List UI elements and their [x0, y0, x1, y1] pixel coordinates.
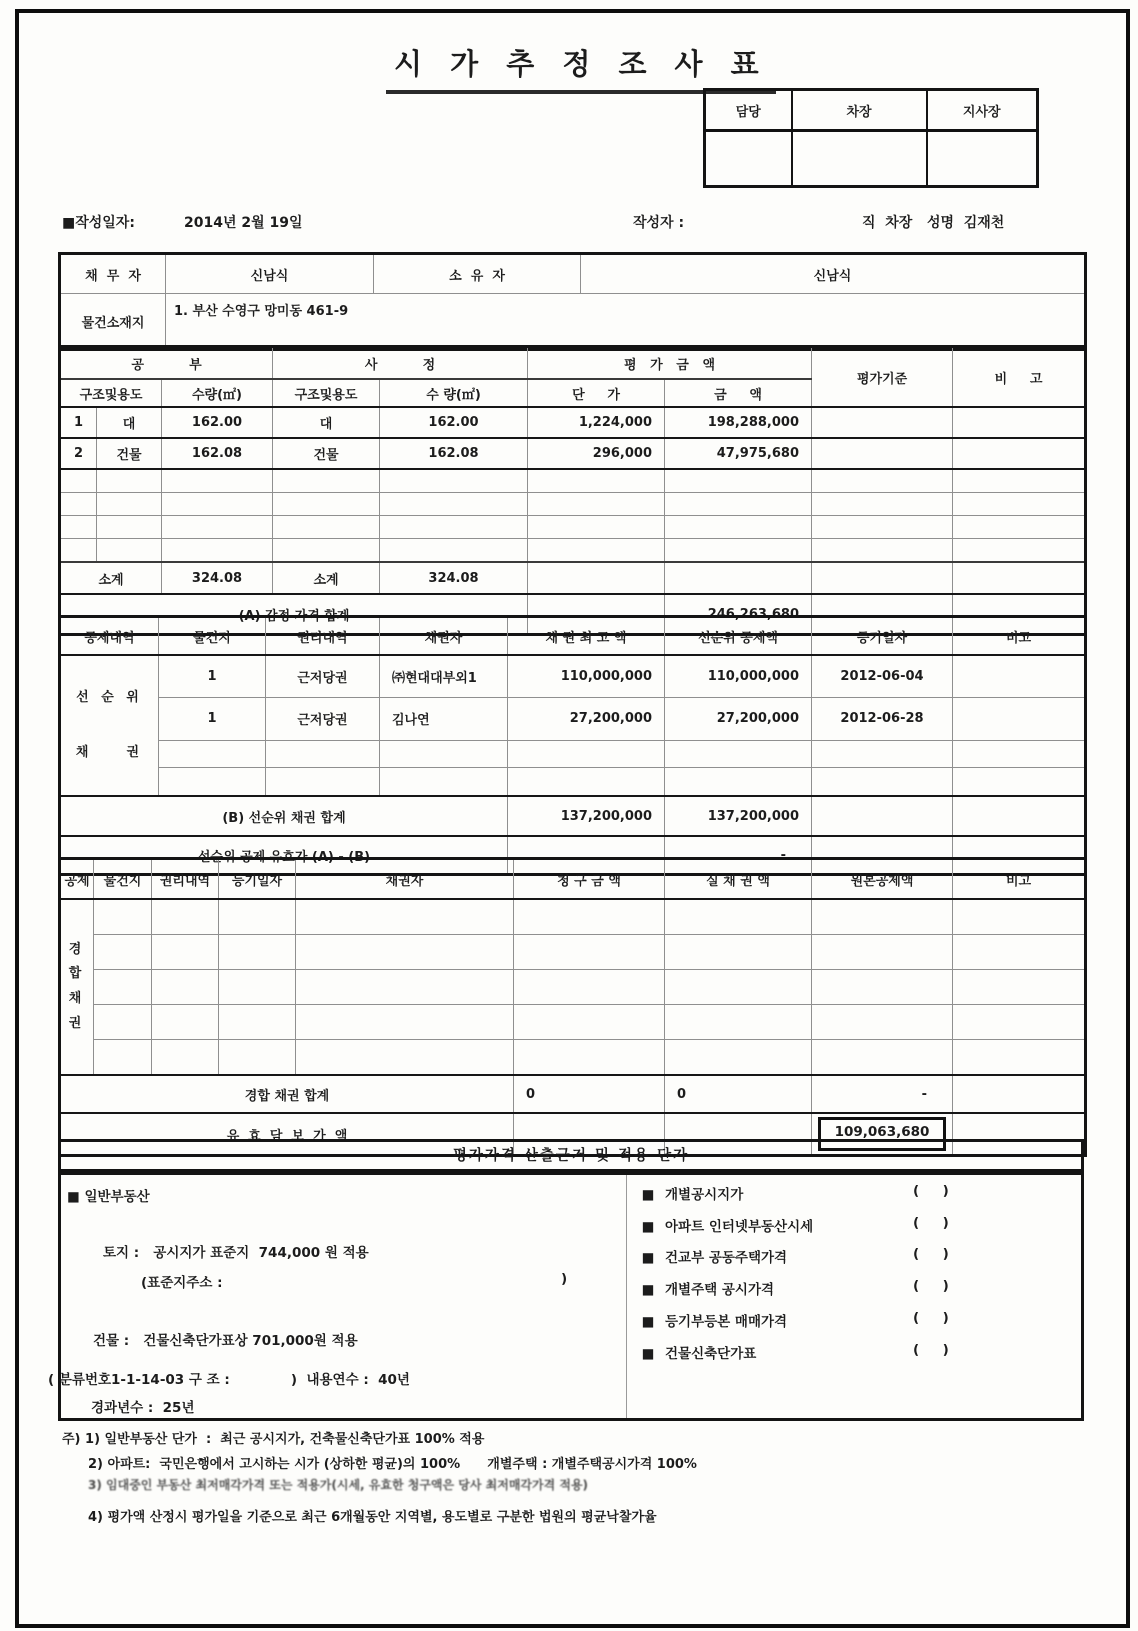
- empty-cell: [665, 768, 812, 796]
- checklist-paren: ( ): [913, 1310, 949, 1326]
- effective-value-label: 선순위 공제 유효가 (A) - (B): [60, 836, 508, 875]
- empty-cell: [528, 562, 665, 594]
- row-qty-2: 162.00: [380, 407, 528, 438]
- group-label-line2: 채권: [68, 991, 86, 1031]
- row-no: 2: [60, 438, 97, 469]
- empty-cell: [953, 768, 1086, 796]
- lien-creditor: ㈜현대대부외1: [380, 655, 508, 698]
- appraisal-table: [58, 345, 1087, 636]
- empty-cell: [812, 768, 953, 796]
- empty-cell: [94, 935, 152, 970]
- empty-cell: [953, 1040, 1086, 1076]
- building-class-line: ( 분류번호1-1-14-03 구 조 : ) 내용연수 : 40년: [48, 1372, 410, 1388]
- total-a-label: (A) 감정 가격 합계: [60, 594, 528, 635]
- empty-cell: [665, 1040, 812, 1076]
- empty-cell: [152, 1040, 219, 1076]
- subtotal-label-1: 소계: [60, 562, 162, 594]
- header-quantity-1: 수량(㎡): [162, 379, 273, 407]
- competing-header-row: [60, 859, 1086, 900]
- header-senior-deduction: 선순위 공제액: [665, 617, 812, 656]
- empty-cell: [514, 970, 665, 1005]
- empty-cell: [528, 469, 665, 493]
- header-deduction-category: 공제내역: [60, 617, 159, 656]
- empty-cell: [296, 935, 514, 970]
- empty-cell: [60, 493, 97, 516]
- empty-row: [60, 1005, 1086, 1040]
- lien-property: 1: [159, 698, 266, 740]
- empty-cell: [162, 493, 273, 516]
- competing-group-label: [60, 899, 94, 1075]
- group-label-line1: 경합: [68, 941, 86, 982]
- lien-max-claim: 110,000,000: [508, 655, 665, 698]
- empty-cell: [380, 539, 528, 563]
- empty-row: [60, 970, 1086, 1005]
- lien-right-type: 근저당권: [266, 698, 380, 740]
- header-creditor: 채권자: [296, 859, 514, 900]
- lien-header-row: [60, 617, 1086, 656]
- written-date-value: 2014년 2월 19일: [184, 215, 303, 231]
- empty-cell: [812, 935, 953, 970]
- signature-cell: [705, 131, 792, 187]
- header-claim-amount: 청 구 금 액: [514, 859, 665, 900]
- empty-cell: [812, 516, 953, 539]
- header-public-record: 공 부: [60, 347, 273, 380]
- empty-cell: [812, 740, 953, 768]
- square-bullet-icon: ■: [67, 1189, 80, 1205]
- total-b-label: (B) 선순위 채권 합계: [60, 796, 508, 836]
- empty-cell: [296, 1040, 514, 1076]
- empty-cell: [665, 740, 812, 768]
- checkbox-icon: ■: [641, 1346, 655, 1362]
- empty-cell: [60, 539, 97, 563]
- header-max-claim: 채 권 최 고 액: [508, 617, 665, 656]
- effective-value: -: [665, 836, 812, 875]
- empty-cell: [97, 516, 162, 539]
- total-a-amount: 246,263,680: [665, 594, 812, 635]
- empty-cell: [273, 539, 380, 563]
- footnote-1: 주) 1) 일반부동산 단가 : 최근 공시지가, 건축물신축단가표 100% 적용: [62, 1432, 485, 1447]
- owner-label: 소 유 자: [374, 254, 581, 294]
- secured-value-label: 유 효 담 보 가 액: [60, 1113, 514, 1156]
- empty-cell: [219, 935, 296, 970]
- empty-cell: [219, 970, 296, 1005]
- empty-cell: [152, 935, 219, 970]
- building-basis-line: 건물 : 건물신축단가표상 701,000원 적용: [93, 1333, 358, 1349]
- location-row: [60, 294, 1086, 350]
- land-address-open: (표준지주소 :: [141, 1275, 223, 1291]
- checklist-paren: ( ): [913, 1278, 949, 1294]
- row-use-2: 건물: [273, 438, 380, 469]
- checklist-label: 개별공시지가: [665, 1187, 744, 1203]
- subtotal-label-2: 소계: [273, 562, 380, 594]
- empty-cell: [953, 469, 1086, 493]
- checklist-paren: ( ): [913, 1342, 949, 1358]
- empty-cell: [162, 539, 273, 563]
- empty-cell: [514, 1005, 665, 1040]
- lien-creditor: 김나연: [380, 698, 508, 740]
- empty-cell: [812, 1040, 953, 1076]
- empty-cell: [665, 539, 812, 563]
- empty-cell: [219, 1005, 296, 1040]
- empty-cell: [812, 796, 953, 836]
- row-unit-price: 296,000: [528, 438, 665, 469]
- subtotal-qty-1: 324.08: [162, 562, 273, 594]
- empty-cell: [380, 740, 508, 768]
- header-registry-date: 등기일자: [219, 859, 296, 900]
- row-note: [953, 438, 1086, 469]
- land-basis-line: 토지 : 공시지가 표준지 744,000 원 적용: [103, 1245, 369, 1261]
- parties-table: [58, 252, 1087, 351]
- empty-cell: [812, 539, 953, 563]
- header-note: 비 고: [953, 347, 1086, 408]
- checklist-label: 건물신축단가표: [665, 1346, 757, 1362]
- approval-col-chajang: 차장: [792, 90, 927, 131]
- checklist-label: 개별주택 공시가격: [665, 1282, 775, 1298]
- empty-cell: [514, 899, 665, 935]
- header-unit-price: 단 가: [528, 379, 665, 407]
- empty-row: [60, 469, 1086, 493]
- category-general-property: [67, 1185, 150, 1205]
- empty-cell: [380, 516, 528, 539]
- empty-cell: [953, 1075, 1086, 1113]
- empty-cell: [152, 899, 219, 935]
- empty-cell: [162, 469, 273, 493]
- empty-cell: [219, 899, 296, 935]
- header-structure-use-1: 구조및용도: [60, 379, 162, 407]
- empty-cell: [508, 740, 665, 768]
- header-creditor: 채권자: [380, 617, 508, 656]
- lien-senior-deduction: 110,000,000: [665, 655, 812, 698]
- empty-cell: [953, 796, 1086, 836]
- empty-cell: [528, 516, 665, 539]
- empty-cell: [273, 493, 380, 516]
- empty-cell: [380, 493, 528, 516]
- subtotal-qty-2: 324.08: [380, 562, 528, 594]
- row-note: [953, 407, 1086, 438]
- empty-cell: [812, 899, 953, 935]
- appraisal-header-row-1: [60, 347, 1086, 380]
- competing-claims-table: [58, 857, 1087, 1157]
- empty-row: [60, 539, 1086, 563]
- checkbox-icon: ■: [641, 1250, 655, 1266]
- written-date-line: [62, 212, 135, 232]
- debtor-name: 신남식: [166, 254, 374, 294]
- empty-cell: [514, 935, 665, 970]
- row-basis: [812, 407, 953, 438]
- valuation-basis-title: 평가가격 산출근거 및 적용 단가: [58, 1139, 1084, 1172]
- checkbox-icon: ■: [641, 1187, 655, 1203]
- row-no: 1: [60, 407, 97, 438]
- empty-row: [60, 493, 1086, 516]
- empty-cell: [953, 562, 1086, 594]
- empty-cell: [953, 935, 1086, 970]
- competing-total-label: 경합 채권 합계: [60, 1075, 514, 1113]
- empty-cell: [94, 1040, 152, 1076]
- lien-max-claim: 27,200,000: [508, 698, 665, 740]
- footnote-4: 4) 평가액 산정시 평가일을 기준으로 최근 6개월동안 지역별, 용도별로 구분한 법원의 평균낙찰가율: [88, 1510, 657, 1525]
- location-label: 물건소재지: [60, 294, 166, 350]
- land-address-close: ): [561, 1271, 568, 1287]
- header-property: 물건지: [94, 859, 152, 900]
- empty-cell: [812, 970, 953, 1005]
- page-title: 시 가 추 정 조 사 표: [386, 42, 776, 94]
- senior-lien-table: [58, 615, 1087, 876]
- empty-cell: [296, 1005, 514, 1040]
- lien-note: [953, 655, 1086, 698]
- checklist-item: [641, 1278, 1071, 1300]
- footnote-3: 3) 임대중인 부동산 최저매각가격 또는 적용가(시세, 유효한 청구액은 당사 최저매각가격 적용): [88, 1478, 589, 1492]
- empty-cell: [152, 1005, 219, 1040]
- header-deduction: 공제: [60, 859, 94, 900]
- lien-row-2: [60, 698, 1086, 740]
- competing-total-row: [60, 1075, 1086, 1113]
- author-value: 직 차장 성명 김재천: [862, 215, 1005, 231]
- empty-cell: [812, 1005, 953, 1040]
- row-qty-1: 162.08: [162, 438, 273, 469]
- competing-total-claim: 0: [514, 1075, 665, 1113]
- approval-col-damdang: 담당: [705, 90, 792, 131]
- header-registry-date: 등기일자: [812, 617, 953, 656]
- empty-cell: [162, 516, 273, 539]
- lien-row-1: [60, 655, 1086, 698]
- empty-cell: [812, 562, 953, 594]
- empty-cell: [266, 740, 380, 768]
- checkbox-icon: ■: [641, 1314, 655, 1330]
- empty-cell: [953, 970, 1086, 1005]
- header-right-type: 권리내역: [152, 859, 219, 900]
- signature-cell: [927, 131, 1038, 187]
- signature-cell: [792, 131, 927, 187]
- lien-note: [953, 698, 1086, 740]
- empty-cell: [296, 899, 514, 935]
- row-basis: [812, 438, 953, 469]
- header-property: 물건지: [159, 617, 266, 656]
- lien-right-type: 근저당권: [266, 655, 380, 698]
- senior-lien-group-label: [60, 655, 159, 796]
- lien-registry-date: 2012-06-28: [812, 698, 953, 740]
- header-appraised-amount: 평 가 금 액: [528, 347, 812, 380]
- row-use-1: 대: [97, 407, 162, 438]
- header-assessment: 사 정: [273, 347, 528, 380]
- total-b-max: 137,200,000: [508, 796, 665, 836]
- approval-header-row: [705, 90, 1038, 131]
- empty-cell: [953, 899, 1086, 935]
- competing-total-actual: 0: [665, 1075, 812, 1113]
- empty-cell: [94, 1005, 152, 1040]
- owner-name: 신남식: [581, 254, 1086, 294]
- empty-cell: [159, 768, 266, 796]
- author-label: 작성자 :: [633, 215, 685, 231]
- row-qty-2: 162.08: [380, 438, 528, 469]
- empty-row: [60, 740, 1086, 768]
- row-use-1: 건물: [97, 438, 162, 469]
- debtor-owner-row: [60, 254, 1086, 294]
- empty-cell: [219, 1040, 296, 1076]
- header-note: 비고: [953, 617, 1086, 656]
- approval-signature-row: [705, 131, 1038, 187]
- empty-cell: [94, 899, 152, 935]
- empty-cell: [953, 1005, 1086, 1040]
- empty-cell: [266, 768, 380, 796]
- empty-cell: [273, 516, 380, 539]
- lien-total-b-row: [60, 796, 1086, 836]
- empty-cell: [665, 970, 812, 1005]
- checkbox-icon: ■: [641, 1219, 655, 1235]
- appraisal-row-1: [60, 407, 1086, 438]
- empty-cell: [97, 539, 162, 563]
- empty-cell: [665, 562, 812, 594]
- building-age-line: 경과년수 : 25년: [91, 1400, 195, 1416]
- header-structure-use-2: 구조및용도: [273, 379, 380, 407]
- empty-cell: [812, 493, 953, 516]
- empty-cell: [152, 970, 219, 1005]
- header-note: 비고: [953, 859, 1086, 900]
- location-value: 1. 부산 수영구 망미동 461-9: [166, 294, 1086, 350]
- empty-cell: [953, 539, 1086, 563]
- empty-row: [60, 935, 1086, 970]
- debtor-label: 채 무 자: [60, 254, 166, 294]
- row-unit-price: 1,224,000: [528, 407, 665, 438]
- checklist-item: [641, 1342, 1071, 1364]
- header-amount: 금 액: [665, 379, 812, 407]
- empty-cell: [273, 469, 380, 493]
- empty-row: [60, 768, 1086, 796]
- checkbox-icon: ■: [641, 1282, 655, 1298]
- empty-row: [60, 899, 1086, 935]
- checklist-label: 아파트 인터넷부동산시세: [665, 1219, 814, 1235]
- lien-registry-date: 2012-06-04: [812, 655, 953, 698]
- empty-cell: [665, 516, 812, 539]
- checklist-item: [641, 1183, 1071, 1205]
- empty-cell: [97, 469, 162, 493]
- empty-cell: [97, 493, 162, 516]
- category-label: 일반부동산: [84, 1189, 150, 1205]
- price-source-checklist: [627, 1175, 1084, 1418]
- header-principal-deduction: 원본공제액: [812, 859, 953, 900]
- checklist-label: 건교부 공동주택가격: [665, 1250, 788, 1266]
- checklist-paren: ( ): [913, 1246, 949, 1262]
- empty-cell: [94, 970, 152, 1005]
- empty-cell: [159, 740, 266, 768]
- empty-cell: [665, 899, 812, 935]
- row-amount: 198,288,000: [665, 407, 812, 438]
- empty-cell: [514, 1040, 665, 1076]
- approval-col-jisajang: 지사장: [927, 90, 1038, 131]
- empty-cell: [665, 935, 812, 970]
- empty-cell: [380, 768, 508, 796]
- competing-total-principal: -: [812, 1075, 953, 1113]
- checklist-label: 등기부등본 매매가격: [665, 1314, 788, 1330]
- header-right-type: 권리내역: [266, 617, 380, 656]
- empty-cell: [953, 516, 1086, 539]
- empty-cell: [665, 469, 812, 493]
- checklist-item: [641, 1215, 1071, 1237]
- empty-cell: [812, 469, 953, 493]
- square-bullet-icon: ■: [62, 215, 76, 231]
- empty-cell: [508, 768, 665, 796]
- empty-cell: [296, 970, 514, 1005]
- empty-cell: [665, 493, 812, 516]
- lien-senior-deduction: 27,200,000: [665, 698, 812, 740]
- empty-cell: [528, 493, 665, 516]
- header-quantity-2: 수 량(㎡): [380, 379, 528, 407]
- row-amount: 47,975,680: [665, 438, 812, 469]
- checklist-item: [641, 1310, 1071, 1332]
- approval-table: [703, 88, 1039, 188]
- checklist-paren: ( ): [913, 1215, 949, 1231]
- row-use-2: 대: [273, 407, 380, 438]
- empty-cell: [60, 469, 97, 493]
- checklist-item: [641, 1246, 1071, 1268]
- checklist-paren: ( ): [913, 1183, 949, 1199]
- empty-cell: [953, 740, 1086, 768]
- empty-cell: [953, 493, 1086, 516]
- appraisal-row-2: [60, 438, 1086, 469]
- empty-row: [60, 1040, 1086, 1076]
- empty-cell: [528, 539, 665, 563]
- total-b-senior: 137,200,000: [665, 796, 812, 836]
- header-appraisal-basis: 평가기준: [812, 347, 953, 408]
- footnote-2: 2) 아파트: 국민은행에서 고시하는 시가 (상하한 평균)의 100% 개별주택 : 개별주택공시가격 100%: [88, 1457, 697, 1472]
- secured-value: 109,063,680: [818, 1117, 946, 1151]
- lien-property: 1: [159, 655, 266, 698]
- row-qty-1: 162.00: [162, 407, 273, 438]
- valuation-basis-box: [48, 1172, 1084, 1421]
- group-label-line1: 선 순 위: [76, 690, 143, 705]
- empty-cell: [60, 516, 97, 539]
- appraisal-subtotal-row: [60, 562, 1086, 594]
- group-label-line2: 채 권: [75, 744, 144, 760]
- header-actual-claim: 실 채 권 액: [665, 859, 812, 900]
- empty-cell: [380, 469, 528, 493]
- empty-cell: [665, 1005, 812, 1040]
- written-date-label: 작성일자:: [75, 215, 135, 231]
- empty-row: [60, 516, 1086, 539]
